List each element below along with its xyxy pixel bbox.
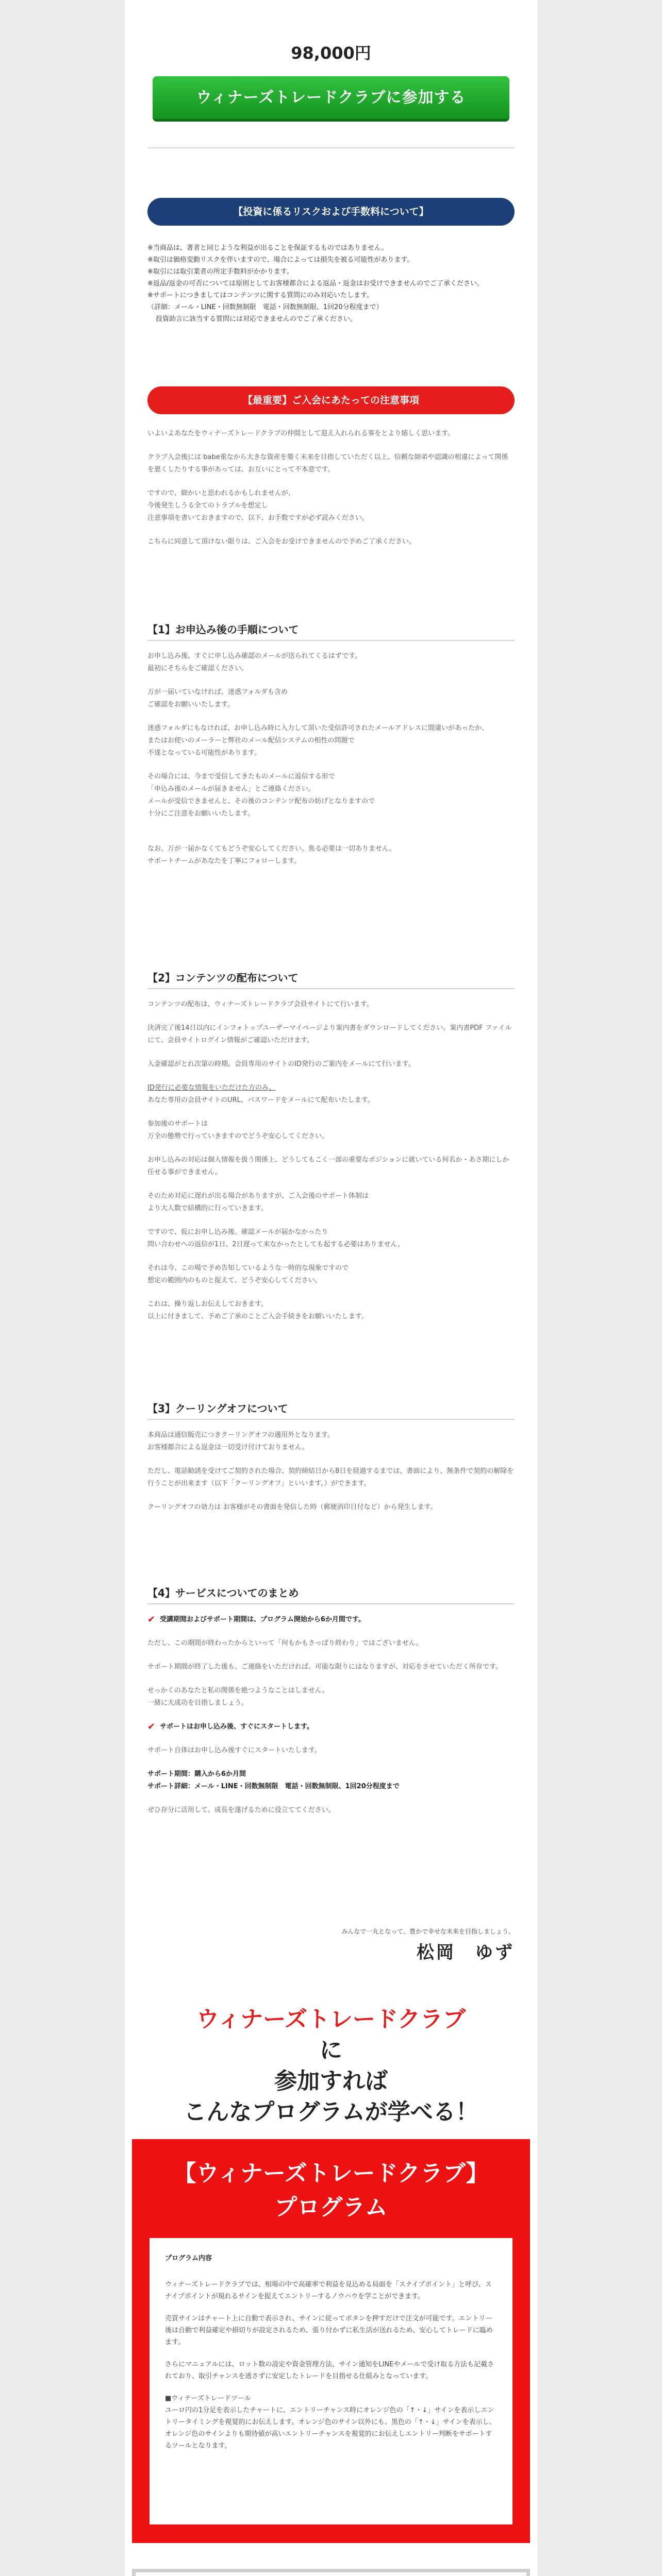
paragraph: 本商品は通信販売につきクーリングオフの適用外となります。 お客様都合による返金は一切受け付けておりません。: [147, 1431, 335, 1451]
risk-detail: （詳細：メール・LINE・回数無制限 電話・回数無制限、1回20分程度まで）: [147, 303, 383, 311]
paragraph: 売買サインはチャート上に自動で表示され、サインに従ってボタンを押すだけで注文が可能です。エントリー後は自動で利益確定や損切りが設定されるため、張り付かずに私生活が送れるため、安心してトレードに臨めます。: [165, 2315, 493, 2346]
paragraph: 決済完了後14日以内にインフォトップユーザーマイページより案内書をダウンロードしてください。案内書PDF ファイルにて、会員サイトログイン情報がご確認いただけます。: [147, 1024, 512, 1044]
service-summary-body: [147, 1614, 515, 1817]
paragraph: ですので、仮にお申し込み後、確認メールが届かなかったり 問い合わせへの返信が1日、2日遅って来なかったとしても起する必要はありません。: [147, 1228, 405, 1248]
divider: [147, 147, 515, 148]
paragraph: ウィナーズトレードクラブでは、相場の中で高確率で利益を見込める局面を「スナイプポイント」と呼び、スナイプポイントが現れるサインを捉えてエントリーするノウハウを学ことができます。: [165, 2281, 492, 2300]
program-content: [150, 2238, 512, 2524]
risk-line: ※取引には取引業者の所定手数料がかかります。: [147, 268, 293, 276]
notice-line: 今後発生しうる全てのトラブルを想定し: [147, 502, 268, 510]
section-heading-cooling-off: 【3】クーリングオフについて: [147, 1399, 515, 1420]
notice-line: ですので、細かいと思われるかもしれませんが、: [147, 489, 295, 497]
price-label: 98,000円: [291, 43, 371, 63]
paragraph: なお、万が一届かなくてもどうぞ安心してください。焦る必要は一切ありません。 サポートチームがあなたを丁寧にフォローします。: [147, 845, 396, 865]
paragraph: ■ウィナーズトレードツール ユーロ円の1分足を表示したチャートに、エントリーチャンス時にオレンジ色の「↑・↓」サインを表示しエントリータイミングを視覚的にお伝えします。オレンジ色のサイン以外にも、黒色の「↑・↓」サインを表示し、オレンジ色のサインよりも期待値が高いエントリーチャンスを視覚的にお伝えしエントリー判断をサポートするツールとなります。: [165, 2395, 496, 2450]
program-title: 【ウィナーズトレードクラブ】 プログラム: [173, 2160, 489, 2221]
notice-paragraph: いよいよあなたをウィナーズトレードクラブの仲間として迎え入れられる事をとより嬉しく思います。: [147, 430, 455, 437]
paragraph: コンテンツの配布は、ウィナーズトレードクラブ会員サイトにて行います。: [147, 1001, 373, 1008]
notice-paragraph: [147, 487, 515, 524]
risk-line: ※当商品は、著者と同じような利益が出ることを保証するものではありません。: [147, 244, 388, 252]
summary-check-item: ✔ 受講期間およびサポート期間は、プログラム開始から6か月間です。: [147, 1614, 365, 1625]
paragraph: サポート期間：購入から6か月間 サポート詳細：メール・LINE・回数無制限 電話・回数無制限、1回20分程度まで: [147, 1770, 400, 1790]
paragraph: 参加後のサポートは 万全の態勢で行っていきますのでどうぞ安心してください。: [147, 1120, 329, 1140]
paragraph: さらにマニュアルには、ロット数の設定や資金管理方法、サイン通知をLINEやメールで受け取る方法も記載されており、取引チャンスを逃さずに安定したトレードを目指せる仕組みとなっています。: [165, 2361, 494, 2380]
paragraph: サポート自体はお申し込み後すぐにスタートいたします。: [147, 1747, 321, 1754]
procedure-body: [147, 650, 515, 868]
paragraph: ID発行に必要な情報をいただけた方のみ、 あなた専用の会員サイトのURL、パスワードをメールにて配布いたします。: [147, 1084, 374, 1104]
promo-headline: に: [320, 2037, 342, 2063]
promo-headline: こんなプログラムが学べる！: [184, 2099, 478, 2125]
risk-detail: 投資助言に該当する質問には対応できませんのでご了承ください。: [156, 315, 357, 323]
paragraph: せっかくのあなたと私の関係を絶つようなことはしません。 一緒に大成功を目指しましょう。: [147, 1687, 329, 1707]
notice-section-title: 【最重要】ご入会にあたっての注意事項: [147, 386, 515, 414]
program-content-label: プログラム内容: [165, 2255, 212, 2262]
risk-line: ※サポートにつきましてはコンテンツに関する質問にのみ対応いたします。: [147, 292, 373, 299]
cooling-off-body: [147, 1429, 515, 1514]
signature-tagline: みんなで一丸となって、豊かで幸せな未来を目指しましょう。: [341, 1928, 515, 1935]
content-delivery-body: [147, 998, 515, 1323]
risk-line: ※取引は価格変動リスクを伴いますので、場合によっては損失を被る可能性があります。: [147, 256, 414, 264]
qa-box: [132, 2569, 530, 2576]
join-club-button[interactable]: ウィナーズトレードクラブに参加する: [153, 76, 509, 122]
paragraph: 入金確認がとれ次第の時期、会員専用のサイトのID発行のご案内をメールにて行います。: [147, 1060, 415, 1068]
paragraph: ただし、この期間が終わったからといって「何もかもさっぱり終わり」ではございません。: [147, 1639, 423, 1647]
notice-line: 注意事項を書いておきますので、以下、お手数ですが必ず読みください。: [147, 514, 369, 522]
section-heading-content-delivery: 【2】コンテンツの配布について: [147, 969, 515, 989]
paragraph: 万が一届いていなければ、迷惑フォルダも含め ご確認をお願いいたします。: [147, 688, 288, 708]
notice-body: [147, 428, 515, 548]
notice-paragraph: クラブ入会後には babe重なから大きな資産を築く未来を目指していただく以上、信頼な師弟や認識の相違によって関係を悪くしたりする事があっては、お互いにとって不本意です。: [147, 453, 508, 473]
paragraph: ただし、電話勧誘を受けてご契約された場合、契約締結日から8日を経過するまでは、書面により、無条件で契約の解除を行うことが出来ます（以下「クーリングオフ」といいます。）ができます。: [147, 1467, 514, 1487]
paragraph: そのため対応に遅れが出る場合がありますが、ご入会後のサポート体制は より大人数で結構的に行っていきます。: [147, 1192, 369, 1212]
check-icon: ✔: [147, 1721, 156, 1732]
risk-line: ※返品/返金の可否については原則としてお客様都合による返品・返金はお受けできませんのでご了承ください。: [147, 280, 484, 287]
paragraph: お申し込みの対応は個人情報を扱う関係上、どうしてもこく一部の重要なポジションに就いている何名か・あさ期にしか任せる事ができません。: [147, 1156, 509, 1176]
paragraph: クーリングオフの効力は お客様がその書面を発信した時（郵便消印日付など）から発生します。: [147, 1503, 437, 1511]
paragraph: お申し込み後、すぐに申し込み確認のメールが送られてくるはずです。 最初にそちらをご確認ください。: [147, 652, 362, 672]
paragraph: その場合には、今まで受信してきたものメールに返信する形で 「申込み後のメールが届きません」とご連絡ください。 メールが受信できませんと、その後のコンテンツ配布の妨げとなりますので 十分にご注意をお願いいたします。: [147, 773, 375, 818]
risk-section-title: 【投資に係るリスクおよび手数料について】: [147, 198, 515, 226]
check-icon: ✔: [147, 1614, 156, 1625]
paragraph: 迷惑フォルダにもなければ、お申し込み時に入力して頂いた受信許可されたメールアドレスに間違いがあったか、 またはお使いのメーラーと弊社のメール配信システムの相性の問題で 不達となっている可能性があります。: [147, 724, 489, 757]
paragraph: これは、操り返しお伝えしておきます。 以上に付きまして、予めご了承のことご入会手続きをお願いいたします。: [147, 1300, 368, 1320]
promo-headline: 参加すれば: [274, 2068, 388, 2094]
section-heading-procedure: 【1】お申込み後の手順について: [147, 620, 515, 641]
summary-check-item: ✔ サポートはお申し込み後、すぐにスタートします。: [147, 1721, 313, 1732]
paragraph: サポート期間が終了した後も、ご連絡をいただければ、可能な限りにはなりますが、対応をさせていただく所存です。: [147, 1663, 502, 1671]
promo-headline-club: ウィナーズトレードクラブ: [196, 2006, 466, 2032]
paragraph: それは今、この場で予め告知しているような一時的な現象ですので 想定の範囲内のものと捉えて、どうぞ安心してください。: [147, 1264, 349, 1284]
risk-disclosure: [147, 242, 515, 325]
notice-paragraph: こちらに同意して頂けない限りは、ご入会をお受けできませんので予めご了承ください。: [147, 538, 416, 546]
sales-page: [125, 0, 537, 2576]
section-heading-service-summary: 【4】サービスについてのまとめ: [147, 1584, 515, 1604]
program-box: [132, 2139, 530, 2543]
paragraph: ぜひ存分に活用して、成長を遂げるために役立ててください。: [147, 1806, 335, 1814]
signature-name: 松岡 ゆず: [417, 1942, 515, 1963]
